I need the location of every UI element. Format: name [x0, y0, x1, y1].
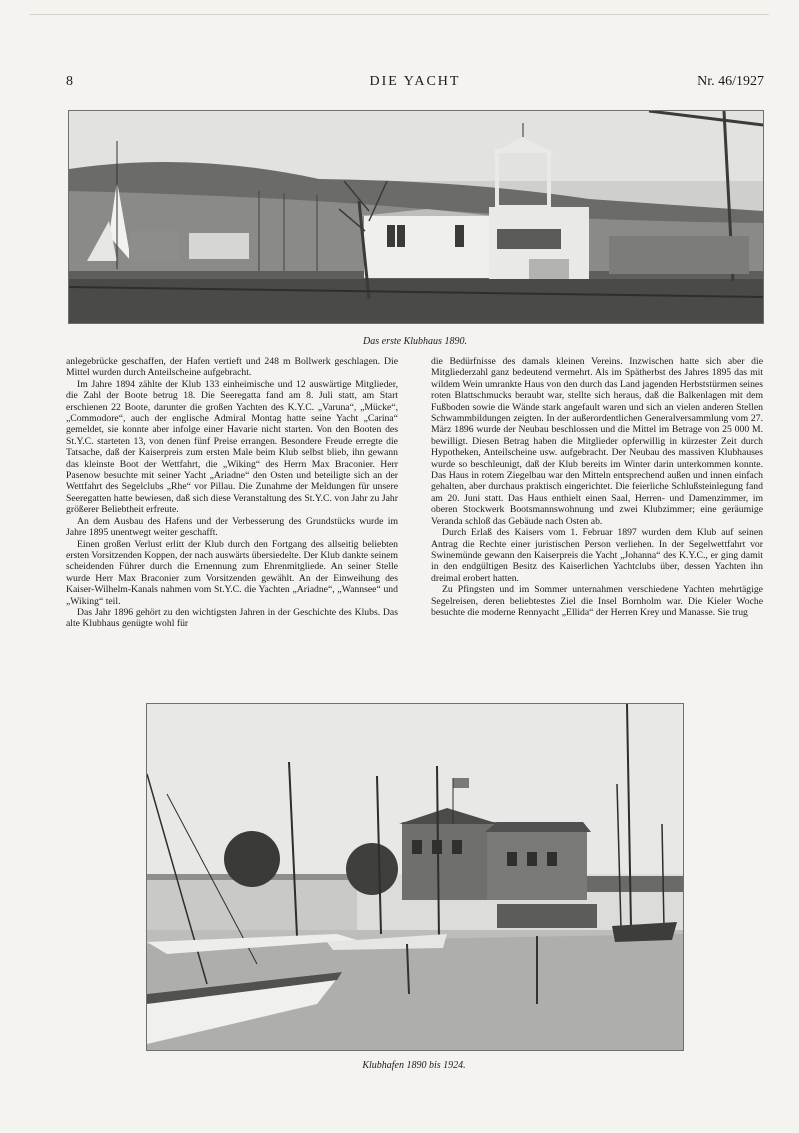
paragraph: Im Jahre 1894 zählte der Klub 133 einheimische und 12 auswärtige Mitglieder, die Zahl der Boote betrug 18. Die Seeregatta fand am 8. Juli statt, am Start erschienen 22 Boote, darunter die großen Yachten des K.Y.C. „Varuna“, „Mücke“, „Commodore“, auch der englische Admiral Montag hatte seine Yacht „Carina“ gemeldet, sie konnte aber infolge einer Havarie nicht starten. Von den Booten des St.Y.C. starteten 13, von denen fünf Preise errangen. Besondere Freude erregte die Tatsache, daß der Kaiserpreis zum ersten Male beim Klub selbst blieb, ihn gewann das kleinste Boot der Wettfahrt, die „Wiking“ des Herrn Max Braconier. Herr Pasenow besuchte mit seiner Yacht „Ariadne“ den Osten und beteiligte sich an der Wettfahrt des Segelclubs „Rhe“ vor Pillau. Die Zunahme der Meldungen für unsere Seeregatten hatte bewiesen, daß sich diese Veranstaltung des St.Y.C. von Jahr zu Jahr größerer Beliebtheit erfreute. [66, 378, 398, 516]
paragraph: anlegebrücke geschaffen, der Hafen vertieft und 248 m Bollwerk geschlagen. Die Mittel wurden durch Anteilscheine aufgebracht. [66, 356, 398, 379]
paragraph: Das Jahr 1896 gehört zu den wichtigsten Jahren in der Geschichte des Klubs. Das alte Klubhaus genügte wohl für [66, 606, 398, 630]
photo-club-harbour [146, 703, 684, 1051]
paragraph: die Bedürfnisse des damals kleinen Vereins. Inzwischen hatte sich aber die Mitgliederzahl ganz bedeutend vermehrt. Als im Spätherbst des Jahres 1895 das mit wildem Wein umrankte Haus von den durch das Land jagenden Herbststürmen seines roten Blattschmucks beraubt war, stellte sich heraus, daß die Balkenlagen mit dem Fußboden sowie die Wände stark angefault waren und sich an vielen anderen Stellen Schwammbildungen zeigten. In der außerordentlichen Generalversammlung vom 27. März 1896 wurde der Neubau beschlossen und die Mittel im Betrage von 25 000 M. bewilligt. Diesen Betrag haben die Mitglieder opferwillig in kürzester Zeit durch Hypotheken, Anteilscheine usw. aufgebracht. Der Neubau des massiven Klubhauses wurde so beschleunigt, daß der Klub bereits im Winter darin unterkommen konnte. Das Haus in rotem Ziegelbau war den Mitteln entsprechend außen und innen einfach gehalten, aber durchaus praktisch eingerichtet. Die feierliche Schlußsteinlegung fand am 20. Juni statt. Das Haus enthielt einen Saal, Herren- und Damenzimmer, im oberen Stockwerk Bootsmannswohnung und zwei Klubzimmer; eine geräumige Veranda schloß das Gebäude nach Osten ab. [431, 356, 763, 527]
caption-club-harbour: Klubhafen 1890 bis 1924. [362, 1060, 466, 1071]
page-edge-line [30, 14, 769, 15]
clubhouse-photo-illustration [69, 111, 763, 323]
paragraph: Durch Erlaß des Kaisers vom 1. Februar 1897 wurden dem Klub auf seinen Antrag die Rechte einer juristischen Person verliehen. In der Segelwettfahrt vor Swinemünde gewann den Kaiserpreis die Yacht „Johanna“ des K.Y.C., er ging damit in den endgültigen Besitz des Kaiserlichen Yachtclubs über, dessen Yachten ihn dreimal erobert hatten. [431, 527, 763, 584]
issue-number: Nr. 46/1927 [697, 74, 764, 89]
journal-title: DIE YACHT [369, 74, 461, 89]
running-header [66, 74, 764, 94]
paragraph: Zu Pfingsten und im Sommer unternahmen verschiedene Yachten mehrtägige Segelreisen, deren beliebtestes Ziel die Insel Bornholm war. Die Kieler Woche besuchte die moderne Rennyacht „Ellida“ der Herren Krey und Manasse. Sie trug [431, 584, 763, 618]
caption-first-clubhouse: Das erste Klubhaus 1890. [363, 336, 467, 347]
text-column-right [431, 356, 763, 618]
paragraph: An dem Ausbau des Hafens und der Verbesserung des Grundstücks wurde im Jahre 1895 unentwegt weiter geschafft. [66, 515, 398, 539]
paragraph: Einen großen Verlust erlitt der Klub durch den Fortgang des allseitig beliebten ersten Vorsitzenden Koppen, der nach auswärts übersiedelte. Der Klub dankte seinem scheidenden Führer durch die Ernennung zum Ehrenmitgliede. An seiner Stelle wurde Herr Max Braconier zum Vorsitzenden gewählt. An der Einweihung des Kaiser-Wilhelm-Kanals nahmen vom St.Y.C. die Yachten „Ariadne“, „Wannsee“ und „Wiking“ teil. [66, 538, 398, 607]
text-column-left [66, 356, 398, 630]
harbour-photo-illustration [147, 704, 683, 1050]
photo-first-clubhouse [68, 110, 764, 324]
page-number: 8 [66, 74, 73, 89]
